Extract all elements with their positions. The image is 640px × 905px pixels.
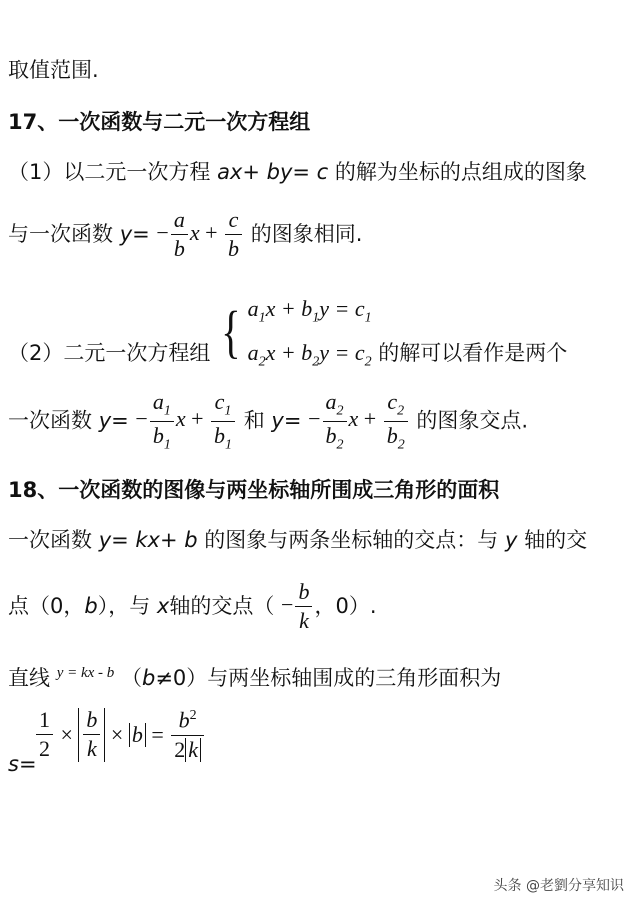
paragraph-3: 一次函数 y= kx+ b 的图象与两条坐标轴的交点：与 y 轴的交	[8, 528, 588, 552]
paragraph-1: （1）以二元一次方程 ax+ by= c 的解为坐标的点组成的图象	[8, 160, 587, 184]
formula-line: − $\frac{a}{b}$ x + $\frac{c}{b}$	[156, 220, 244, 245]
system-brace: {	[221, 298, 241, 364]
heading-18: 18、一次函数的图像与两坐标轴所围成三角形的面积	[8, 478, 500, 502]
paragraph-2b: 一次函数 y= − $\frac{a_1}{b_1}$ x + $\frac{c_1}{b_1}$ 和 y= − $\frac{a_2}{b_2}$ x + $\frac{c_2}{b_2}$ 的图象交点.	[8, 389, 529, 453]
equation-kx-b: y= kx+ b	[98, 528, 198, 552]
formula-line-1: − $\frac{a_1}{b_1}$ x + $\frac{c_1}{b_1}$	[135, 406, 237, 431]
text-intro: 取值范围.	[8, 58, 99, 82]
paragraph-6: s=	[8, 752, 37, 776]
area-formula: $\frac{1}{2}$ × $\frac{b}{k}$ × b = $\frac{b^2}{2 k}$	[34, 708, 206, 762]
heading-17: 17、一次函数与二元一次方程组	[8, 110, 311, 134]
paragraph-5: 直线 $^{y = kx - b}$ （b≠0）与两坐标轴围成的三角形面积为	[8, 665, 502, 690]
equation-system: $a_1x + b_1y = c_1$ $a_2x + b_2y = c_2$	[247, 296, 372, 370]
formula-neg-b-over-k: − $\frac{b}{k}$	[281, 592, 314, 617]
handwritten-formula: y = kx - b	[56, 665, 115, 681]
formula-line-2: − $\frac{a_2}{b_2}$ x + $\frac{c_2}{b_2}$	[308, 406, 410, 431]
paragraph-1b: 与一次函数 y= − $\frac{a}{b}$ x + $\frac{c}{b}$ 的图象相同.	[8, 207, 363, 262]
watermark: 头条 @老劉分享知识	[493, 878, 624, 894]
paragraph-4: 点（0，b），与 x轴的交点（ − $\frac{b}{k}$ ，0）.	[8, 579, 377, 634]
paragraph-2: （2）二元一次方程组 { $a_1x + b_1y = c_1$ $a_2x + b_2y = c_2$ 的解可以看作是两个	[8, 288, 567, 376]
equation-ax-by-c: ax+ by= c	[217, 160, 329, 184]
